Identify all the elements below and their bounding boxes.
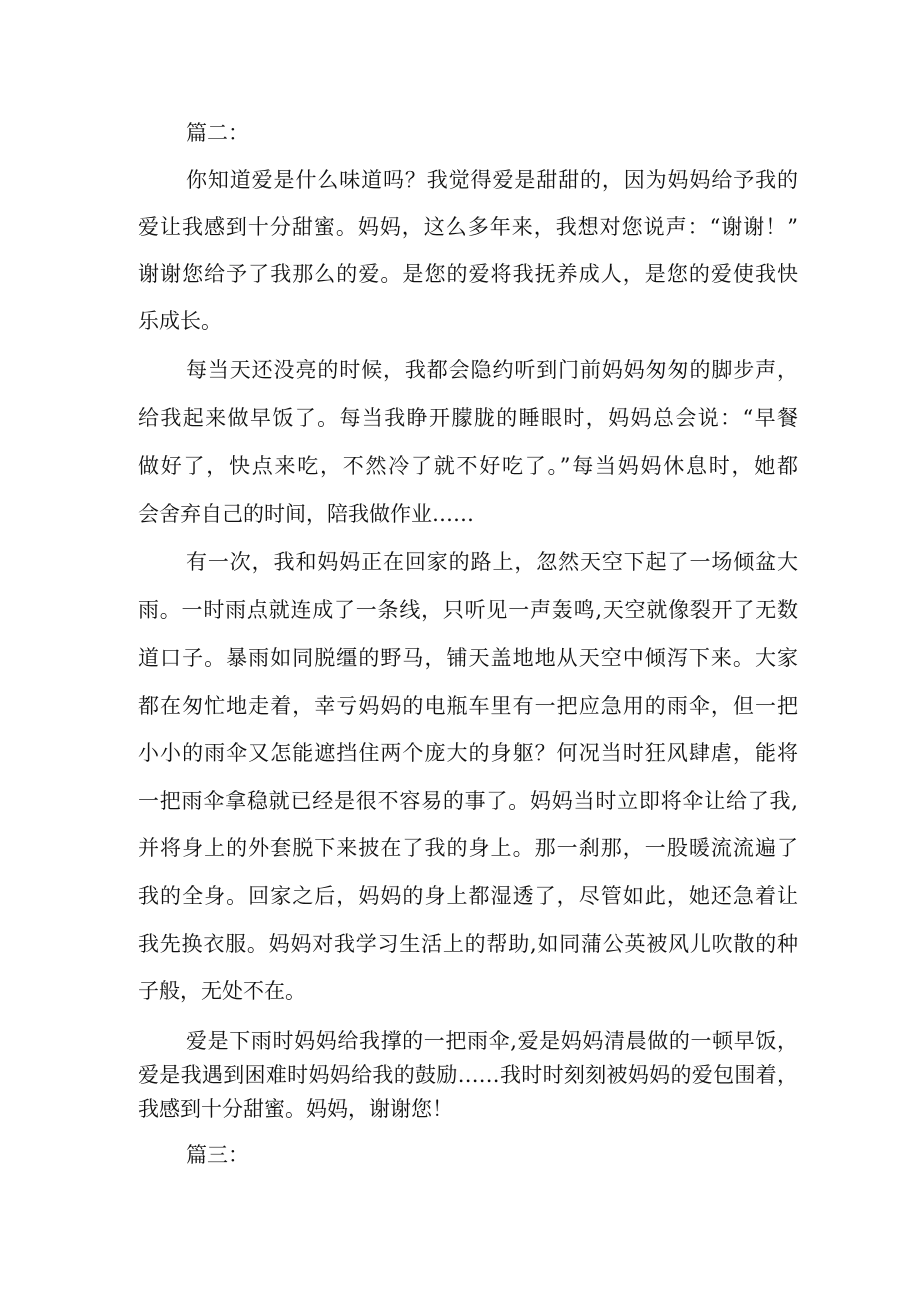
paragraph-3-line-3: 道口子。暴雨如同脱缰的野马，铺天盖地地从天空中倾泻下来。大家	[138, 646, 798, 670]
paragraph-1-line-2: 爱让我感到十分甜蜜。妈妈，这么多年来，我想对您说声：“谢谢！”	[138, 215, 798, 239]
paragraph-2-line-4: 会舍弃自己的时间，陪我做作业……	[138, 502, 474, 526]
paragraph-4-line-2: 爱是我遇到困难时妈妈给我的鼓励……我时时刻刻被妈妈的爱包围着，	[138, 1063, 798, 1087]
paragraph-3-line-6: 一把雨伞拿稳就已经是很不容易的事了。妈妈当时立即将伞让给了我,	[138, 789, 798, 813]
paragraph-1-line-1: 你知道爱是什么味道吗？我觉得爱是甜甜的，因为妈妈给予我的	[186, 168, 798, 192]
paragraph-2-line-2: 给我起来做早饭了。每当我睁开朦胧的睡眼时，妈妈总会说：“早餐	[138, 406, 798, 430]
paragraph-3-line-9: 我先换衣服。妈妈对我学习生活上的帮助,如同蒲公英被风儿吹散的种	[138, 932, 798, 956]
paragraph-3-line-2: 雨。一时雨点就连成了一条线，只听见一声轰鸣,天空就像裂开了无数	[138, 598, 798, 622]
paragraph-3-line-10: 子般，无处不在。	[138, 979, 306, 1003]
paragraph-2-line-1: 每当天还没亮的时候，我都会隐约听到门前妈妈匆匆的脚步声，	[186, 358, 798, 382]
paragraph-3-line-7: 并将身上的外套脱下来披在了我的身上。那一刹那，一股暖流流遍了	[138, 836, 798, 860]
paragraph-3-line-5: 小小的雨伞又怎能遮挡住两个庞大的身躯？何况当时狂风肆虐，能将	[138, 741, 798, 765]
paragraph-3-line-1: 有一次，我和妈妈正在回家的路上，忽然天空下起了一场倾盆大	[186, 550, 798, 574]
paragraph-2-line-3: 做好了，快点来吃，不然冷了就不好吃了。”每当妈妈休息时，她都	[138, 454, 798, 478]
paragraph-3-line-8: 我的全身。回家之后，妈妈的身上都湿透了，尽管如此，她还急着让	[138, 884, 798, 908]
paragraph-1-line-4: 乐成长。	[138, 309, 222, 333]
section-heading-2: 篇二：	[186, 121, 249, 145]
paragraph-4-line-1: 爱是下雨时妈妈给我撑的一把雨伞,爱是妈妈清晨做的一顿早饭，	[186, 1029, 798, 1053]
paragraph-1-line-3: 谢谢您给予了我那么的爱。是您的爱将我抚养成人，是您的爱使我快	[138, 262, 798, 286]
paragraph-3-line-4: 都在匆忙地走着，幸亏妈妈的电瓶车里有一把应急用的雨伞，但一把	[138, 694, 798, 718]
section-heading-3: 篇三：	[186, 1143, 249, 1167]
paragraph-4-line-3: 我感到十分甜蜜。妈妈，谢谢您！	[138, 1097, 453, 1121]
